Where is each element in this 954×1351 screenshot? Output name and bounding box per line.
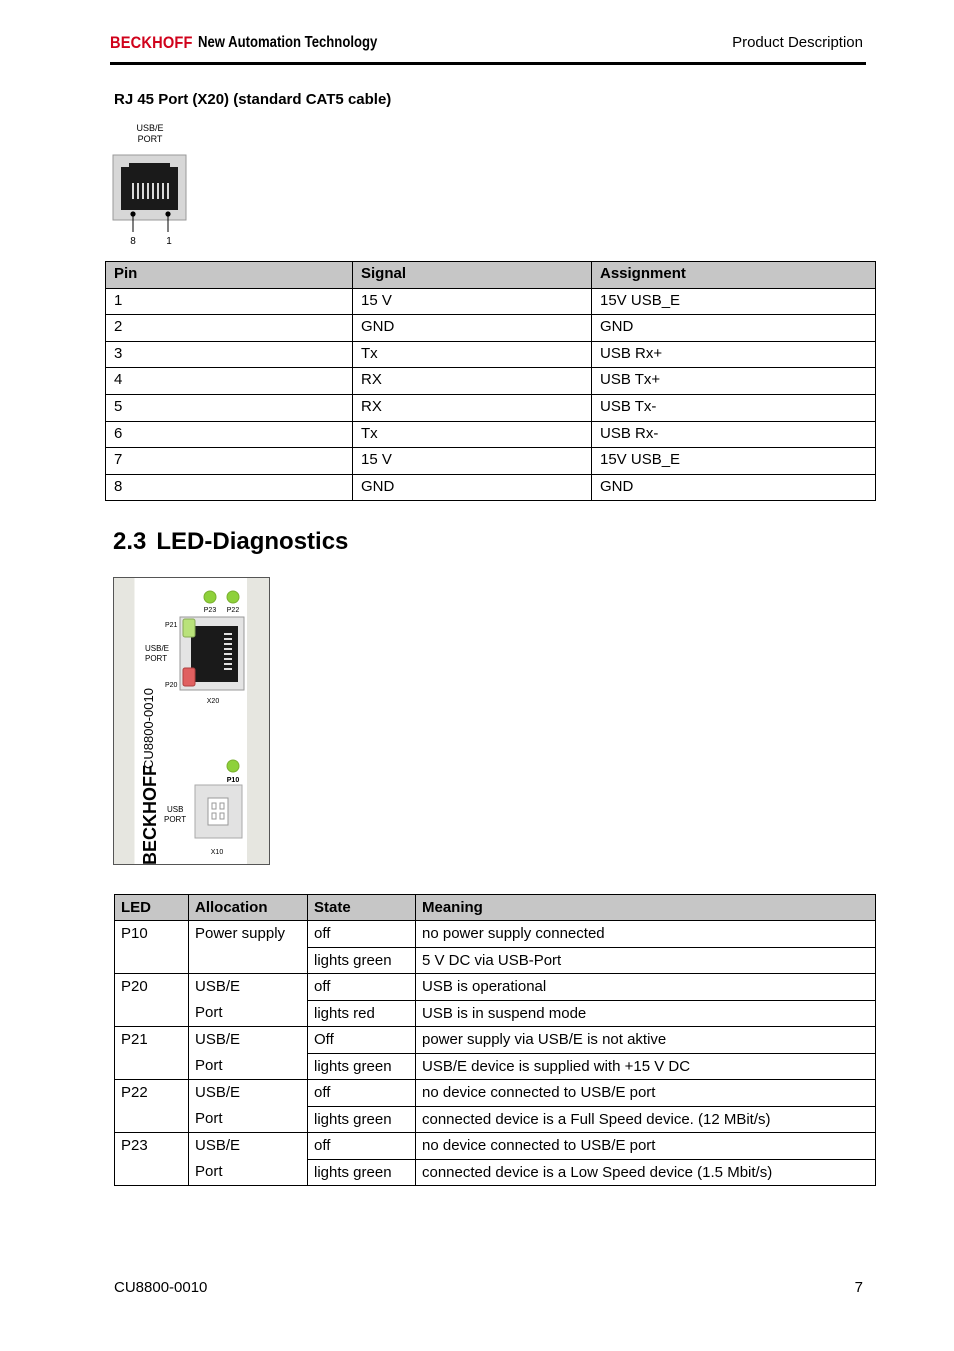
- table-row: [115, 1159, 876, 1186]
- cell-state: lights green: [308, 1159, 416, 1186]
- cell-assignment: USB Rx-: [592, 421, 876, 448]
- section-title: LED-Diagnostics: [156, 528, 349, 555]
- cell-signal: GND: [353, 315, 592, 342]
- led-p21: [183, 619, 195, 637]
- table-row: [115, 921, 876, 948]
- col-header-assignment: Assignment: [592, 262, 876, 289]
- cell-assignment: 15V USB_E: [592, 448, 876, 475]
- label-x20: X20: [206, 698, 220, 705]
- col-header-led: LED: [115, 895, 189, 921]
- led-p22: [227, 591, 239, 603]
- section-heading: [113, 528, 358, 556]
- rj45-port-figure: [110, 120, 192, 250]
- cell-allocation: [189, 947, 308, 974]
- cell-led: P22: [115, 1080, 189, 1133]
- led-p10: [227, 760, 239, 772]
- cell-signal: Tx: [353, 421, 592, 448]
- table-row: [106, 288, 876, 315]
- cell-signal: 15 V: [353, 448, 592, 475]
- cell-assignment: USB Tx-: [592, 394, 876, 421]
- table-row: [106, 368, 876, 395]
- header-section-title: Product Description: [732, 34, 863, 51]
- cell-signal: 15 V: [353, 288, 592, 315]
- col-header-signal: Signal: [353, 262, 592, 289]
- label-usb: USB: [167, 805, 184, 814]
- cell-pin: 4: [106, 368, 353, 395]
- cell-state: off: [308, 1080, 416, 1107]
- label-brand: BECKHOFF: [140, 765, 160, 865]
- cell-allocation: USB/E: [189, 1080, 308, 1107]
- cell-led: P23: [115, 1133, 189, 1186]
- table-row: [115, 1027, 876, 1054]
- label-x10: X10: [210, 849, 224, 856]
- cell-pin: 2: [106, 315, 353, 342]
- label-p23: P23: [203, 607, 217, 614]
- label-p10: P10: [226, 777, 240, 784]
- label-p22: P22: [226, 607, 240, 614]
- pin-label-1: 1: [166, 236, 172, 247]
- table-header-row: [106, 262, 876, 289]
- cell-signal: GND: [353, 474, 592, 501]
- label-p21: P21: [165, 622, 178, 629]
- cell-allocation: USB/E: [189, 1027, 308, 1054]
- cell-led: P10: [115, 921, 189, 974]
- beckhoff-logo: [110, 33, 378, 53]
- cell-allocation: Power supply: [189, 921, 308, 948]
- col-header-state: State: [308, 895, 416, 921]
- section-number: 2.3: [113, 528, 147, 555]
- cell-pin: 6: [106, 421, 353, 448]
- table-header-row: [115, 895, 876, 921]
- cell-meaning: power supply via USB/E is not aktive: [416, 1027, 876, 1054]
- usb-socket: [208, 798, 228, 825]
- table-row: [115, 947, 876, 974]
- footer-page-number: 7: [854, 1279, 863, 1296]
- cell-assignment: GND: [592, 474, 876, 501]
- cell-pin: 8: [106, 474, 353, 501]
- label-usbe: USB/E: [145, 644, 170, 653]
- cell-pin: 5: [106, 394, 353, 421]
- cell-state: Off: [308, 1027, 416, 1054]
- col-header-pin: Pin: [106, 262, 353, 289]
- cell-assignment: USB Tx+: [592, 368, 876, 395]
- table-row: [115, 974, 876, 1001]
- cell-meaning: no power supply connected: [416, 921, 876, 948]
- cell-meaning: 5 V DC via USB-Port: [416, 947, 876, 974]
- cell-meaning: USB is in suspend mode: [416, 1000, 876, 1027]
- cell-allocation: USB/E: [189, 974, 308, 1001]
- table-row: [115, 1053, 876, 1080]
- cell-allocation: Port: [189, 1000, 308, 1027]
- cell-state: lights red: [308, 1000, 416, 1027]
- figure-label-usbe: USB/E: [136, 123, 164, 133]
- col-header-meaning: Meaning: [416, 895, 876, 921]
- cell-allocation: Port: [189, 1159, 308, 1186]
- label-usb-port: PORT: [164, 815, 187, 824]
- pin-assignment-table: [105, 261, 876, 501]
- table-row: [106, 341, 876, 368]
- cell-signal: Tx: [353, 341, 592, 368]
- cell-meaning: no device connected to USB/E port: [416, 1133, 876, 1160]
- pin-label-8: 8: [130, 236, 136, 247]
- cell-assignment: GND: [592, 315, 876, 342]
- header-rule: [110, 62, 866, 65]
- cell-led: P20: [115, 974, 189, 1027]
- label-model: CU8800-0010: [141, 688, 156, 769]
- cell-state: lights green: [308, 1053, 416, 1080]
- table-row: [115, 1106, 876, 1133]
- rj45-socket: [121, 167, 178, 210]
- footer-doc-id: CU8800-0010: [114, 1279, 208, 1296]
- logo-tagline: New Automation Technology: [198, 34, 378, 51]
- cell-signal: RX: [353, 394, 592, 421]
- cell-meaning: connected device is a Full Speed device. (12 MBit/s): [416, 1106, 876, 1133]
- led-diagnostics-table: [114, 894, 876, 1186]
- table-row: [115, 1133, 876, 1160]
- table-row: [115, 1000, 876, 1027]
- led-p23: [204, 591, 216, 603]
- cell-state: off: [308, 974, 416, 1001]
- cell-state: off: [308, 921, 416, 948]
- table-row: [106, 421, 876, 448]
- label-usbe-port: PORT: [145, 654, 168, 663]
- table-row: [106, 394, 876, 421]
- label-p20: P20: [165, 682, 178, 689]
- cell-assignment: USB Rx+: [592, 341, 876, 368]
- led-p20: [183, 668, 195, 686]
- figure-label-port: PORT: [137, 134, 163, 144]
- cell-meaning: connected device is a Low Speed device (1.5 Mbit/s): [416, 1159, 876, 1186]
- cell-assignment: 15V USB_E: [592, 288, 876, 315]
- cell-led: P21: [115, 1027, 189, 1080]
- cell-allocation: Port: [189, 1106, 308, 1133]
- cell-meaning: USB/E device is supplied with +15 V DC: [416, 1053, 876, 1080]
- cell-signal: RX: [353, 368, 592, 395]
- cell-state: lights green: [308, 947, 416, 974]
- cell-state: lights green: [308, 1106, 416, 1133]
- table-row: [115, 1080, 876, 1107]
- table-row: [106, 448, 876, 475]
- cell-allocation: USB/E: [189, 1133, 308, 1160]
- table-row: [106, 474, 876, 501]
- logo-brand: BECKHOFF: [110, 33, 193, 52]
- cell-pin: 7: [106, 448, 353, 475]
- cell-meaning: no device connected to USB/E port: [416, 1080, 876, 1107]
- rj45-heading: RJ 45 Port (X20) (standard CAT5 cable): [114, 91, 392, 108]
- cell-meaning: USB is operational: [416, 974, 876, 1001]
- cell-pin: 3: [106, 341, 353, 368]
- cell-pin: 1: [106, 288, 353, 315]
- col-header-allocation: Allocation: [189, 895, 308, 921]
- cu8800-device-figure: [113, 577, 271, 866]
- cell-state: off: [308, 1133, 416, 1160]
- table-row: [106, 315, 876, 342]
- cell-allocation: Port: [189, 1053, 308, 1080]
